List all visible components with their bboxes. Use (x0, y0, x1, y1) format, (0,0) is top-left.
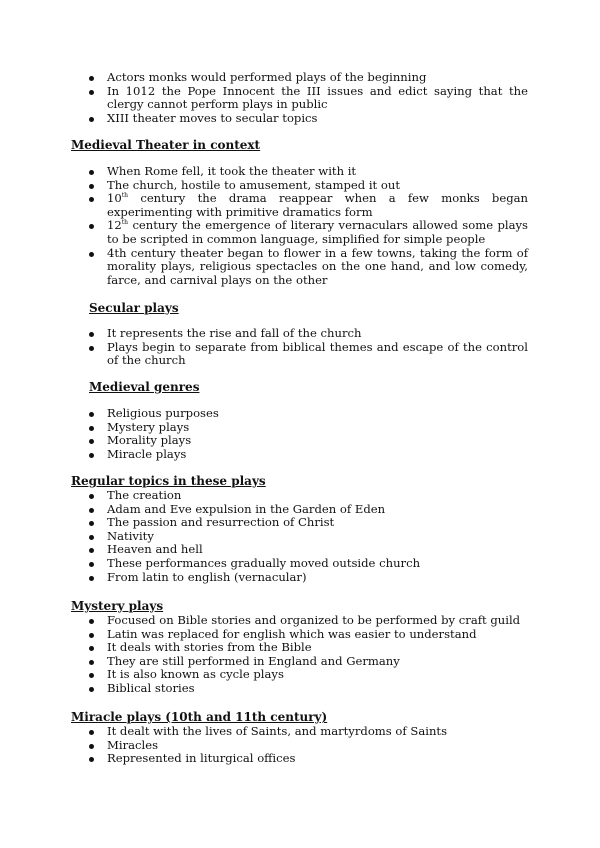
bullet-icon (89, 535, 94, 540)
list-item: Focused on Bible stories and organized to be performed by craft guild (0, 614, 528, 628)
list-item: Represented in liturgical offices (0, 752, 528, 766)
miracle-plays-list (0, 725, 600, 766)
list-item: Plays begin to separate from biblical themes and escape of the control of the church (0, 341, 528, 368)
bullet-icon (89, 687, 94, 692)
list-item: 12th century the emergence of literary vernaculars allowed some plays to be scripted in common language, simplified for simple people (0, 219, 528, 246)
list-item: Heaven and hell (0, 543, 528, 557)
list-item: Mystery plays (0, 421, 528, 435)
bullet-icon (89, 508, 94, 513)
list-item: 4th century theater began to flower in a few towns, taking the form of morality plays, religious spectacles on the one hand, and low comedy, farce, and carnival plays on the other (0, 247, 528, 288)
list-item: Adam and Eve expulsion in the Garden of Eden (0, 503, 528, 517)
bullet-icon (89, 633, 94, 638)
list-item: The passion and resurrection of Christ (0, 516, 528, 530)
bullet-icon (89, 494, 94, 499)
list-item: It represents the rise and fall of the church (0, 327, 528, 341)
section-heading-regular-topics: Regular topics in these plays (71, 474, 266, 488)
list-item: Nativity (0, 530, 528, 544)
bullet-icon (89, 197, 94, 202)
bullet-icon (89, 576, 94, 581)
section-heading-medieval-context: Medieval Theater in context (71, 138, 261, 152)
list-item: The creation (0, 489, 528, 503)
list-item: Actors monks would performed plays of the beginning (0, 71, 528, 85)
list-item: From latin to english (vernacular) (0, 571, 528, 585)
list-item: Biblical stories (0, 682, 528, 696)
list-item: It deals with stories from the Bible (0, 641, 528, 655)
medieval-genres-list (0, 407, 600, 461)
list-item: Religious purposes (0, 407, 528, 421)
list-item: These performances gradually moved outside church (0, 557, 528, 571)
medieval-genres-section (0, 407, 600, 461)
regular-topics-list (0, 489, 600, 584)
bullet-icon (89, 757, 94, 762)
bullet-icon (89, 439, 94, 444)
list-item: They are still performed in England and Germany (0, 655, 528, 669)
bullet-icon (89, 90, 94, 95)
list-item: Morality plays (0, 434, 528, 448)
bullet-icon (89, 673, 94, 678)
bullet-icon (89, 548, 94, 553)
medieval-context-section (0, 165, 600, 287)
bullet-icon (89, 426, 94, 431)
regular-topics-section (0, 489, 600, 584)
bullet-icon (89, 619, 94, 624)
list-item: It is also known as cycle plays (0, 668, 528, 682)
section-heading-medieval-genres: Medieval genres (89, 380, 200, 394)
list-item: Latin was replaced for english which was easier to understand (0, 628, 528, 642)
mystery-plays-section (0, 614, 600, 696)
bullet-icon (89, 412, 94, 417)
list-item: Miracles (0, 739, 528, 753)
bullet-icon (89, 730, 94, 735)
bullet-icon (89, 184, 94, 189)
bullet-icon (89, 521, 94, 526)
bullet-icon (89, 453, 94, 458)
bullet-icon (89, 744, 94, 749)
list-item: Miracle plays (0, 448, 528, 462)
secular-plays-section (0, 327, 600, 368)
mystery-plays-list (0, 614, 600, 696)
section-heading-mystery-plays: Mystery plays (71, 599, 164, 613)
list-item: 10th century the drama reappear when a few monks began experimenting with primitive dramatics form (0, 192, 528, 219)
bullet-icon (89, 562, 94, 567)
bullet-icon (89, 332, 94, 337)
bullet-icon (89, 346, 94, 351)
bullet-icon (89, 76, 94, 81)
list-item: The church, hostile to amusement, stamped it out (0, 179, 528, 193)
list-item: In 1012 the Pope Innocent the III issues and edict saying that the clergy cannot perform plays in public (0, 85, 528, 112)
intro-section (0, 71, 600, 125)
medieval-context-list (0, 165, 600, 287)
section-heading-miracle-plays: Miracle plays (10th and 11th century) (71, 710, 328, 724)
secular-plays-list (0, 327, 600, 368)
bullet-icon (89, 252, 94, 257)
miracle-plays-section (0, 725, 600, 766)
intro-list (0, 71, 600, 125)
bullet-icon (89, 117, 94, 122)
bullet-icon (89, 660, 94, 665)
bullet-icon (89, 646, 94, 651)
list-item: XIII theater moves to secular topics (0, 112, 528, 126)
list-item: It dealt with the lives of Saints, and martyrdoms of Saints (0, 725, 528, 739)
bullet-icon (89, 170, 94, 175)
list-item: When Rome fell, it took the theater with it (0, 165, 528, 179)
bullet-icon (89, 224, 94, 229)
section-heading-secular-plays: Secular plays (89, 301, 179, 315)
